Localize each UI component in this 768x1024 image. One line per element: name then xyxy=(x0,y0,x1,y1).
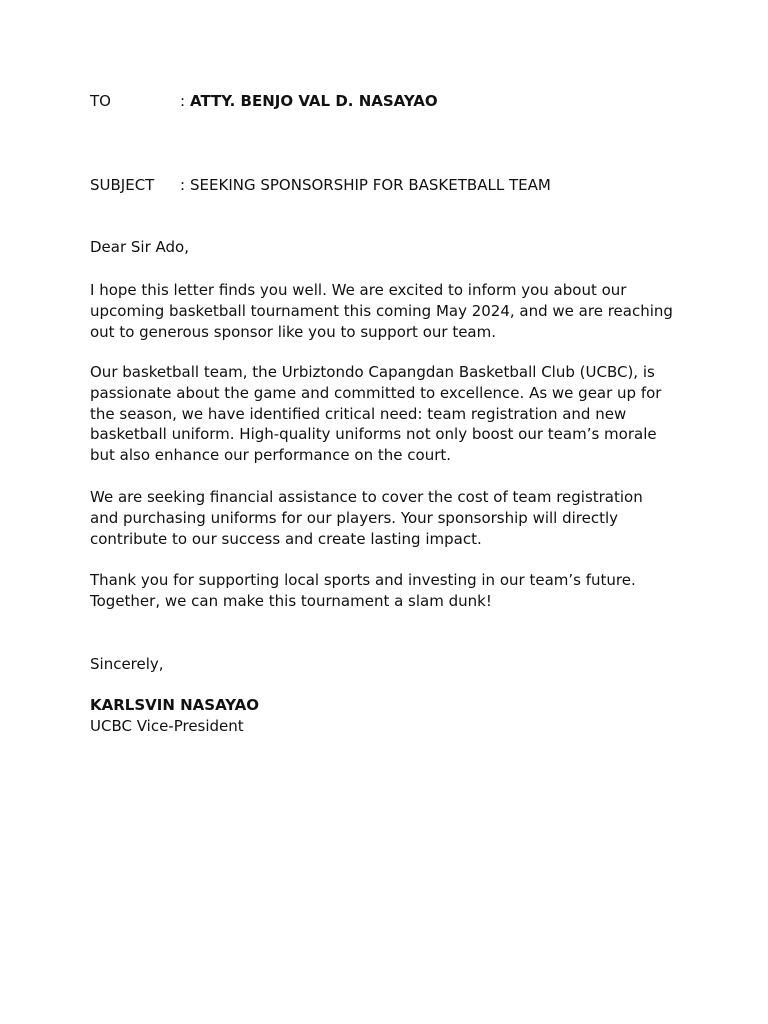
paragraph-line: upcoming basketball tournament this coming May 2024, and we are reaching xyxy=(90,301,673,320)
paragraph-line: basketball uniform. High-quality uniforms not only boost our team’s morale xyxy=(90,425,657,444)
paragraph-3 xyxy=(90,487,690,549)
paragraph-line: Thank you for supporting local sports and investing in our team’s future. xyxy=(90,571,636,589)
to-recipient: ATTY. BENJO VAL D. NASAYAO xyxy=(190,92,438,110)
paragraph-2 xyxy=(90,362,690,466)
paragraph-line: passionate about the game and committed to excellence. As we gear up for xyxy=(90,383,662,402)
paragraph-line: but also enhance our performance on the court. xyxy=(90,446,452,465)
to-label: TO xyxy=(90,92,111,110)
paragraph-line: out to generous sponsor like you to support our team. xyxy=(90,322,496,341)
signature-title: UCBC Vice-President xyxy=(90,717,244,735)
paragraph-line: We are seeking financial assistance to cover the cost of team registration xyxy=(90,488,643,506)
closing: Sincerely, xyxy=(90,655,164,673)
paragraph-line: and purchasing uniforms for our players. Your sponsorship will directly xyxy=(90,508,619,527)
to-row xyxy=(90,91,438,111)
salutation: Dear Sir Ado, xyxy=(90,238,189,256)
subject-label: SUBJECT xyxy=(90,176,155,194)
paragraph-line: Together, we can make this tournament a slam dunk! xyxy=(90,591,492,610)
subject-row xyxy=(90,175,551,195)
to-separator: : xyxy=(180,92,186,110)
paragraph-1 xyxy=(90,280,690,342)
paragraph-line: the season, we have identified critical need: team registration and new xyxy=(90,404,627,423)
subject-text: SEEKING SPONSORSHIP FOR BASKETBALL TEAM xyxy=(190,176,551,194)
paragraph-line: Our basketball team, the Urbiztondo Capangdan Basketball Club (UCBC), is xyxy=(90,363,655,381)
signature-name: KARLSVIN NASAYAO xyxy=(90,696,260,714)
paragraph-line: contribute to our success and create lasting impact. xyxy=(90,529,482,548)
paragraph-4 xyxy=(90,570,690,612)
paragraph-line: I hope this letter finds you well. We are excited to inform you about our xyxy=(90,281,627,299)
subject-separator: : xyxy=(180,176,186,194)
